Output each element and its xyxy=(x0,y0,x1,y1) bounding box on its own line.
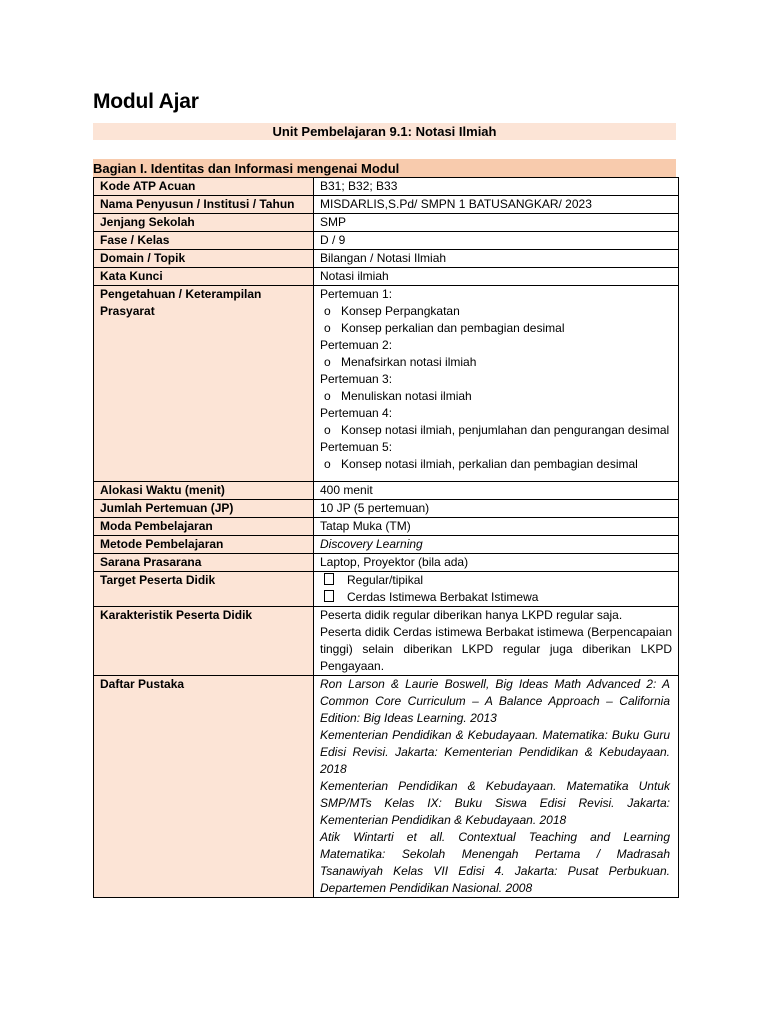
table-row xyxy=(94,572,679,607)
list-item-text: Konsep notasi ilmiah, perkalian dan pembagian desimal xyxy=(341,457,638,471)
table-row xyxy=(94,676,679,898)
meeting-title: Pertemuan 5: xyxy=(320,440,393,454)
table-row xyxy=(94,482,679,500)
list-item-text: Konsep Perpangkatan xyxy=(341,304,460,318)
row-label: Karakteristik Peserta Didik xyxy=(94,607,314,676)
list-item xyxy=(320,388,672,405)
table-row xyxy=(94,214,679,232)
list-item xyxy=(320,320,672,337)
reference-list xyxy=(314,676,679,898)
row-label: Jumlah Pertemuan (JP) xyxy=(94,500,314,518)
reference-item: Atik Wintarti et all. Contextual Teaching and Learning Matematika: Sekolah Menengah Pertama / Madrasah Tsanawiyah Kelas VII Edisi 4. Jakarta: Pusat Perbukuan. Departemen Pendidikan Nasional. 2008 xyxy=(320,830,670,895)
table-row xyxy=(94,178,679,196)
reference-item: Ron Larson & Laurie Boswell, Big Ideas Math Advanced 2: A Common Core Curriculum – A Balance Approach – California Edition: Big Ideas Learning. 2013 xyxy=(320,677,670,725)
row-label: Kode ATP Acuan xyxy=(94,178,314,196)
row-value: Tatap Muka (TM) xyxy=(314,518,679,536)
list-item-text: Konsep notasi ilmiah, penjumlahan dan pengurangan desimal xyxy=(341,423,670,437)
table-row xyxy=(94,196,679,214)
table-row xyxy=(94,250,679,268)
list-item xyxy=(320,354,672,371)
list-item-text: Regular/tipikal xyxy=(347,573,424,587)
row-value: Discovery Learning xyxy=(314,536,679,554)
row-value: Laptop, Proyektor (bila ada) xyxy=(314,554,679,572)
table-row xyxy=(94,286,679,482)
meeting-title: Pertemuan 1: xyxy=(320,287,393,301)
row-label: Daftar Pustaka xyxy=(94,676,314,898)
row-value: Notasi ilmiah xyxy=(314,268,679,286)
row-value: B31; B32; B33 xyxy=(314,178,679,196)
list-item-text: Cerdas Istimewa Berbakat Istimewa xyxy=(347,590,539,604)
bullet-icon: o xyxy=(324,321,331,335)
row-label: Fase / Kelas xyxy=(94,232,314,250)
table-row xyxy=(94,268,679,286)
row-label: Moda Pembelajaran xyxy=(94,518,314,536)
paragraph: Peserta didik Cerdas istimewa Berbakat istimewa (Berpencapaian tinggi) selain diberikan LKPD regular juga diberikan LKPD Pengayaan. xyxy=(320,625,672,673)
reference-item: Kementerian Pendidikan & Kebudayaan. Matematika Untuk SMP/MTs Kelas IX: Buku Siswa Edisi Revisi. Jakarta: Kementerian Pendidikan & Kebudayaan. 2018 xyxy=(320,779,670,827)
table-row xyxy=(94,518,679,536)
row-label: Target Peserta Didik xyxy=(94,572,314,607)
checkbox-icon xyxy=(320,589,347,606)
list-item xyxy=(320,303,672,320)
list-item xyxy=(320,422,672,439)
table-row xyxy=(94,607,679,676)
paragraph: Peserta didik regular diberikan hanya LKPD regular saja. xyxy=(320,608,623,622)
target-options xyxy=(314,572,679,607)
row-value: D / 9 xyxy=(314,232,679,250)
row-label: Alokasi Waktu (menit) xyxy=(94,482,314,500)
list-item-text: Menafsirkan notasi ilmiah xyxy=(341,355,477,369)
list-item xyxy=(320,456,672,473)
row-label: Nama Penyusun / Institusi / Tahun xyxy=(94,196,314,214)
list-item-text: Menuliskan notasi ilmiah xyxy=(341,389,472,403)
bullet-icon: o xyxy=(324,423,331,437)
list-item xyxy=(320,572,672,589)
row-label: Metode Pembelajaran xyxy=(94,536,314,554)
list-item xyxy=(320,589,672,606)
section-banner: Bagian I. Identitas dan Informasi mengenai Modul xyxy=(93,159,676,177)
unit-banner: Unit Pembelajaran 9.1: Notasi Ilmiah xyxy=(93,123,676,140)
table-row xyxy=(94,536,679,554)
row-value: 400 menit xyxy=(314,482,679,500)
table-row xyxy=(94,232,679,250)
row-value: MISDARLIS,S.Pd/ SMPN 1 BATUSANGKAR/ 2023 xyxy=(314,196,679,214)
table-row xyxy=(94,500,679,518)
row-label: Jenjang Sekolah xyxy=(94,214,314,232)
prasyarat-list xyxy=(314,286,679,482)
bullet-icon: o xyxy=(324,457,331,471)
row-value: 10 JP (5 pertemuan) xyxy=(314,500,679,518)
list-item-text: Konsep perkalian dan pembagian desimal xyxy=(341,321,565,335)
row-label: Domain / Topik xyxy=(94,250,314,268)
meeting-title: Pertemuan 2: xyxy=(320,338,393,352)
meeting-title: Pertemuan 4: xyxy=(320,406,393,420)
row-value: Bilangan / Notasi Ilmiah xyxy=(314,250,679,268)
checkbox-icon xyxy=(320,572,347,589)
document-title: Modul Ajar xyxy=(93,90,199,113)
row-label: Pengetahuan / Keterampilan Prasyarat xyxy=(94,286,314,482)
meeting-title: Pertemuan 3: xyxy=(320,372,393,386)
row-label: Kata Kunci xyxy=(94,268,314,286)
bullet-icon: o xyxy=(324,355,331,369)
module-info-table xyxy=(93,177,679,898)
bullet-icon: o xyxy=(324,304,331,318)
row-value: SMP xyxy=(314,214,679,232)
karakteristik-text xyxy=(314,607,679,676)
bullet-icon: o xyxy=(324,389,331,403)
reference-item: Kementerian Pendidikan & Kebudayaan. Matematika: Buku Guru Edisi Revisi. Jakarta: Kementerian Pendidikan & Kebudayaan. 2018 xyxy=(320,728,670,776)
table-row xyxy=(94,554,679,572)
row-label: Sarana Prasarana xyxy=(94,554,314,572)
